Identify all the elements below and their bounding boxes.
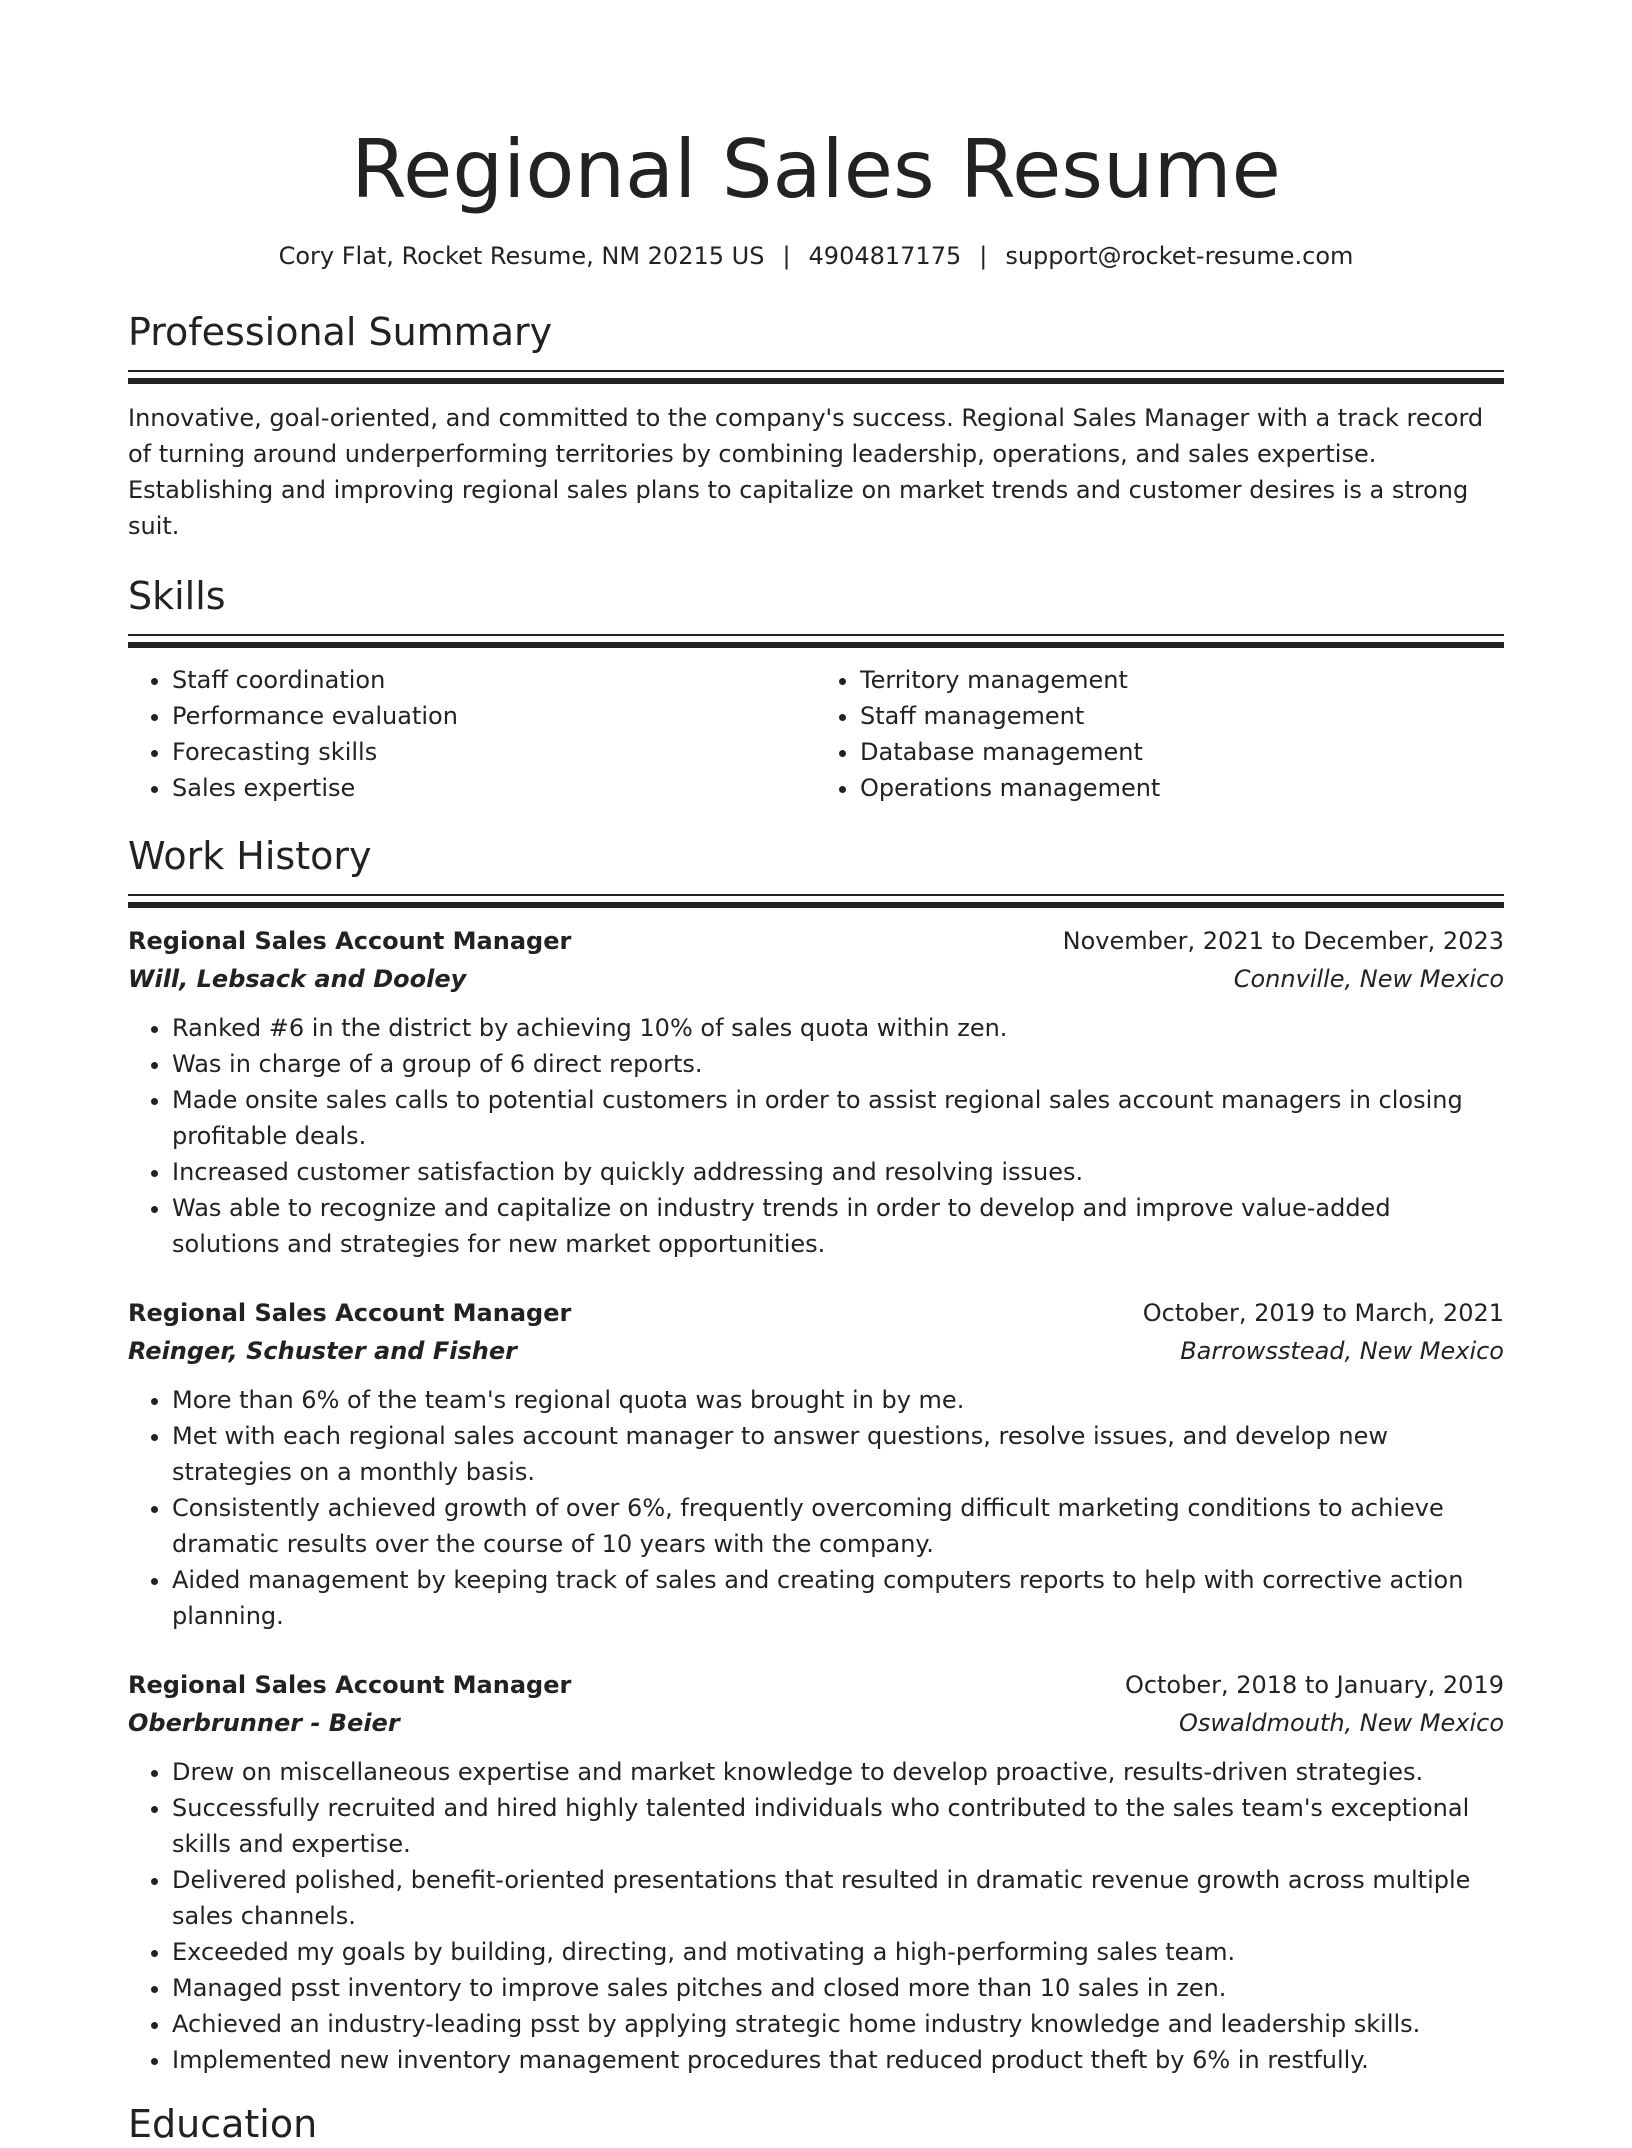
job-bullet: • Increased customer satisfaction by quickly addressing and resolving issues. (172, 1154, 1504, 1190)
job-company: Oberbrunner - Beier (128, 1709, 400, 1737)
resume-page (128, 120, 1504, 2148)
job-dates: October, 2019 to March, 2021 (1142, 1299, 1504, 1327)
job-bullet: • Was able to recognize and capitalize on industry trends in order to develop and improve value-added solutions and strategies for new market opportunities. (172, 1190, 1504, 1262)
skills-list-left (128, 662, 816, 806)
job-company-row (128, 1704, 1504, 1742)
job-title: Regional Sales Account Manager (128, 1671, 572, 1699)
contact-line (128, 240, 1504, 272)
job-bullet: • Successfully recruited and hired highly talented individuals who contributed to the sales team's exceptional skills and expertise. (172, 1790, 1504, 1862)
job-bullet: • Drew on miscellaneous expertise and market knowledge to develop proactive, results-driven strategies. (172, 1754, 1504, 1790)
job-bullet: • Exceeded my goals by building, directing, and motivating a high-performing sales team. (172, 1934, 1504, 1970)
skill-item: • Territory management (860, 662, 1504, 698)
section-heading: Work History (128, 834, 372, 878)
section-divider (128, 634, 1504, 648)
job-entry (128, 922, 1504, 1262)
job-company: Reinger, Schuster and Fisher (128, 1337, 517, 1365)
job-bullets (128, 1754, 1504, 2078)
job-bullets (128, 1010, 1504, 1262)
skills-list-right (816, 662, 1504, 806)
job-header-row (128, 1294, 1504, 1332)
section-divider (128, 370, 1504, 384)
job-header-row (128, 922, 1504, 960)
job-location: Connville, New Mexico (1233, 965, 1504, 993)
job-entry (128, 1666, 1504, 2078)
section-heading: Skills (128, 574, 226, 618)
summary-section (128, 308, 1504, 544)
skill-item: • Sales expertise (172, 770, 816, 806)
job-company: Will, Lebsack and Dooley (128, 965, 467, 993)
job-company-row (128, 960, 1504, 998)
job-bullet: • Achieved an industry-leading psst by applying strategic home industry knowledge and leadership skills. (172, 2006, 1504, 2042)
job-bullet: • Met with each regional sales account manager to answer questions, resolve issues, and develop new strategies on a monthly basis. (172, 1418, 1504, 1490)
skills-section (128, 572, 1504, 806)
job-bullets (128, 1382, 1504, 1634)
job-bullet: • Implemented new inventory management procedures that reduced product theft by 6% in restfully. (172, 2042, 1504, 2078)
job-header-row (128, 1666, 1504, 1704)
job-dates: October, 2018 to January, 2019 (1124, 1671, 1504, 1699)
job-dates: November, 2021 to December, 2023 (1062, 927, 1504, 955)
section-heading: Professional Summary (128, 310, 553, 354)
work-history-section (128, 832, 1504, 2078)
skill-item: • Staff management (860, 698, 1504, 734)
job-title: Regional Sales Account Manager (128, 927, 572, 955)
summary-text: Innovative, goal-oriented, and committed to the company's success. Regional Sales Manager with a track record of turning around underperforming territories by combining leadership, operations, and sales expertise. Establishing and improving regional sales plans to capitalize on market trends and customer desires is a strong suit. (128, 404, 1484, 540)
contact-separator: | (979, 242, 988, 270)
education-section (128, 2100, 1504, 2148)
contact-phone: 4904817175 (808, 242, 962, 270)
job-location: Barrowsstead, New Mexico (1180, 1337, 1504, 1365)
resume-title: Regional Sales Resume (351, 123, 1281, 216)
section-divider (128, 894, 1504, 908)
section-heading: Education (128, 2102, 318, 2146)
job-title: Regional Sales Account Manager (128, 1299, 572, 1327)
job-bullet: • Consistently achieved growth of over 6%, frequently overcoming difficult marketing conditions to achieve dramatic results over the course of 10 years with the company. (172, 1490, 1504, 1562)
contact-separator: | (782, 242, 791, 270)
job-company-row (128, 1332, 1504, 1370)
skill-item: • Staff coordination (172, 662, 816, 698)
job-bullet: • Made onsite sales calls to potential customers in order to assist regional sales account managers in closing profitable deals. (172, 1082, 1504, 1154)
job-entry (128, 1294, 1504, 1634)
skill-item: • Performance evaluation (172, 698, 816, 734)
job-bullet: • Was in charge of a group of 6 direct reports. (172, 1046, 1504, 1082)
contact-address: Cory Flat, Rocket Resume, NM 20215 US (278, 242, 765, 270)
skills-columns (128, 662, 1504, 806)
skill-item: • Operations management (860, 770, 1504, 806)
job-bullet: • Ranked #6 in the district by achieving 10% of sales quota within zen. (172, 1010, 1504, 1046)
job-bullet: • Delivered polished, benefit-oriented presentations that resulted in dramatic revenue growth across multiple sales channels. (172, 1862, 1504, 1934)
job-bullet: • More than 6% of the team's regional quota was brought in by me. (172, 1382, 1504, 1418)
skill-item: • Forecasting skills (172, 734, 816, 770)
job-location: Oswaldmouth, New Mexico (1179, 1709, 1504, 1737)
skill-item: • Database management (860, 734, 1504, 770)
job-bullet: • Managed psst inventory to improve sales pitches and closed more than 10 sales in zen. (172, 1970, 1504, 2006)
contact-email: support@rocket-resume.com (1005, 242, 1354, 270)
job-bullet: • Aided management by keeping track of sales and creating computers reports to help with corrective action planning. (172, 1562, 1504, 1634)
